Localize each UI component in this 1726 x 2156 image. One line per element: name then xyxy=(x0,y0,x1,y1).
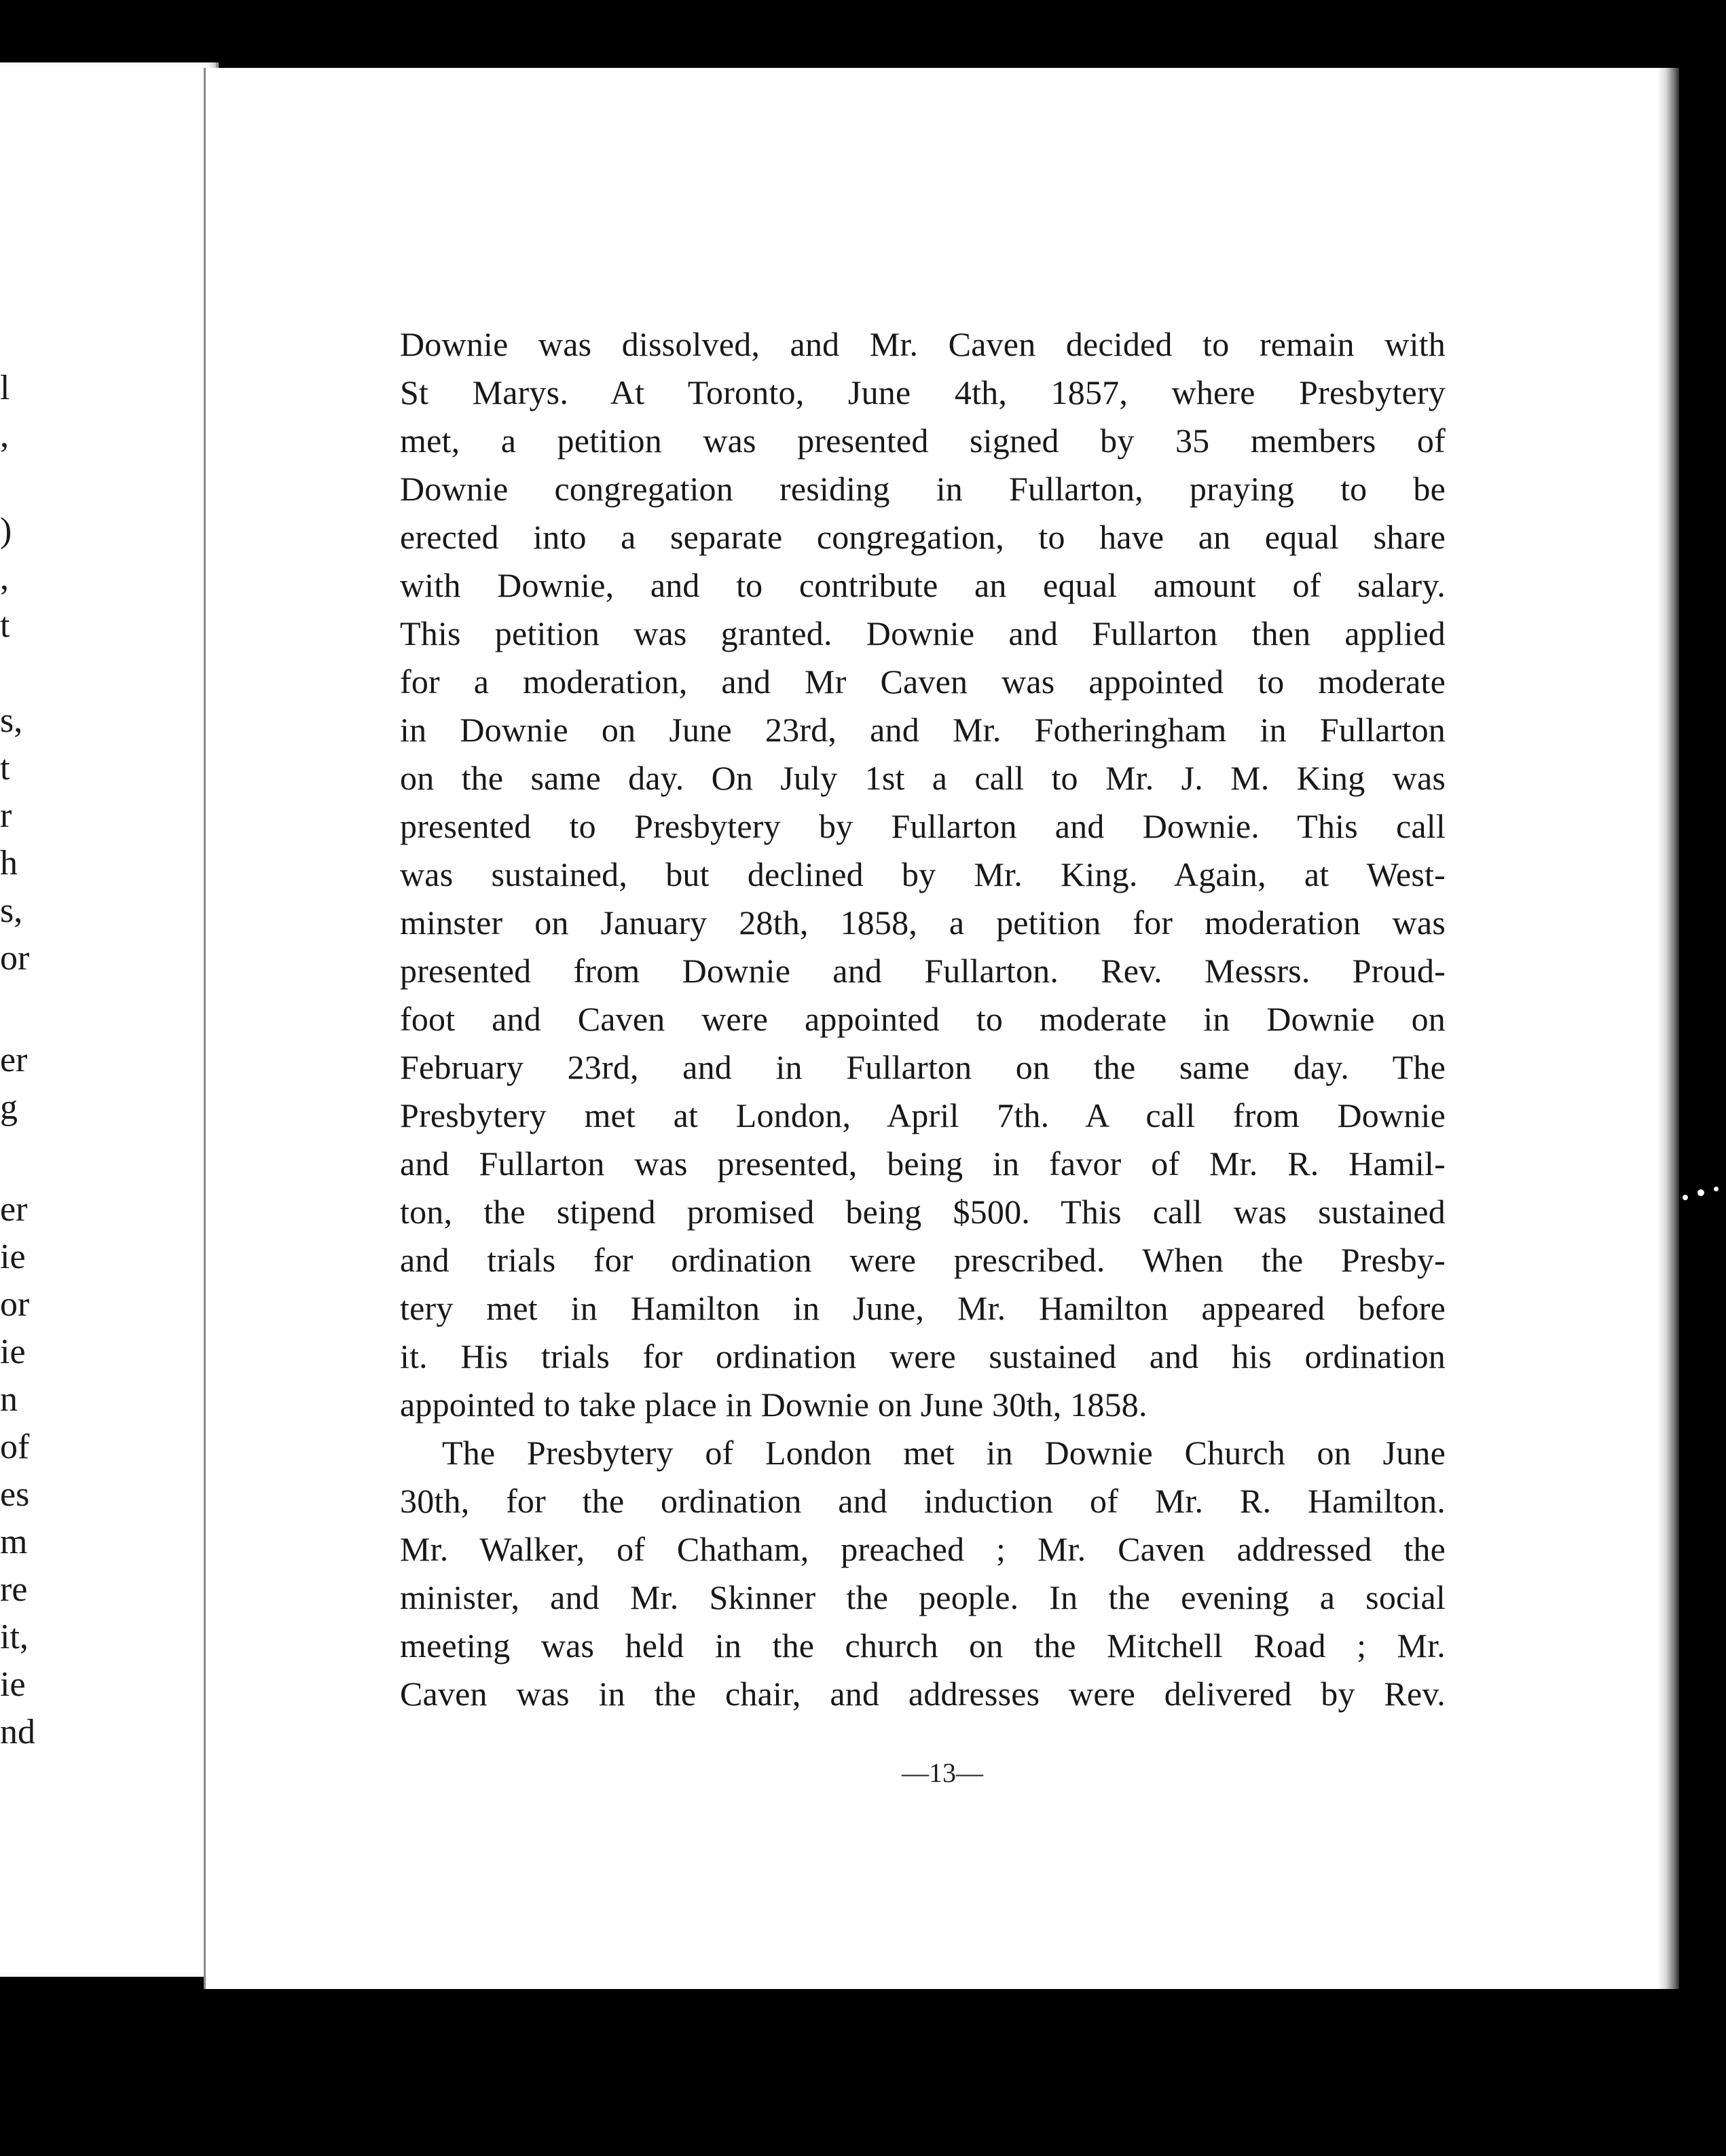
page-body-text xyxy=(400,320,1446,1718)
current-page xyxy=(204,68,1679,1989)
previous-page xyxy=(0,62,219,1977)
scan-speck xyxy=(1697,1189,1704,1196)
text-fragment: ie xyxy=(0,1665,26,1704)
text-line: minister, and Mr. Skinner the people. In the evening a social xyxy=(400,1578,1446,1616)
text-line: minster on January 28th, 1858, a petition for moderation was xyxy=(400,904,1446,942)
text-fragment: s, xyxy=(0,701,23,740)
text-fragment: h xyxy=(0,844,18,882)
text-fragment: it, xyxy=(0,1618,29,1656)
text-fragment: , xyxy=(0,559,9,597)
text-fragment: m xyxy=(0,1523,28,1561)
text-line: with Downie, and to contribute an equal amount of salary. xyxy=(400,566,1446,604)
text-fragment: nd xyxy=(0,1713,35,1751)
text-line: Mr. Walker, of Chatham, preached ; Mr. Caven addressed the xyxy=(400,1530,1446,1568)
text-line: foot and Caven were appointed to moderate in Downie on xyxy=(400,1000,1446,1038)
text-fragment: ie xyxy=(0,1238,26,1276)
text-line: presented from Downie and Fullarton. Rev. Messrs. Proud- xyxy=(400,952,1446,990)
text-fragment: es xyxy=(0,1475,30,1514)
text-fragment: t xyxy=(0,749,10,787)
text-line: met, a petition was presented signed by 35 members of xyxy=(400,422,1446,460)
text-fragment: g xyxy=(0,1088,18,1127)
text-line: in Downie on June 23rd, and Mr. Fotheringham in Fullarton xyxy=(400,711,1446,749)
text-fragment: r xyxy=(0,796,12,835)
text-line: and trials for ordination were prescribed. When the Presby- xyxy=(400,1241,1446,1279)
paragraph-2 xyxy=(400,1429,1446,1718)
scan-speck xyxy=(1683,1195,1688,1200)
text-fragment: re xyxy=(0,1570,28,1609)
text-line: was sustained, but declined by Mr. King. Again, at West- xyxy=(400,855,1446,893)
text-fragment: or xyxy=(0,939,30,978)
text-line: meeting was held in the church on the Mitchell Road ; Mr. xyxy=(400,1627,1446,1665)
scan-speck xyxy=(1714,1187,1719,1191)
text-fragment: s, xyxy=(0,891,23,930)
page-edge-shadow xyxy=(1657,68,1679,1989)
text-line: it. His trials for ordination were sustained and his ordination xyxy=(400,1337,1446,1375)
text-fragment: ie xyxy=(0,1333,26,1371)
text-fragment: l xyxy=(0,369,10,407)
text-line: appointed to take place in Downie on June 30th, 1858. xyxy=(400,1386,1147,1424)
text-fragment: , xyxy=(0,416,9,455)
text-fragment: er xyxy=(0,1190,28,1229)
text-line: presented to Presbytery by Fullarton and Downie. This call xyxy=(400,807,1446,845)
paragraph-1 xyxy=(400,320,1446,1429)
text-fragment: t xyxy=(0,606,10,645)
text-fragment: er xyxy=(0,1041,28,1079)
text-line: Presbytery met at London, April 7th. A call from Downie xyxy=(400,1096,1446,1134)
text-fragment: of xyxy=(0,1428,30,1466)
text-line: Caven was in the chair, and addresses were delivered by Rev. xyxy=(400,1675,1446,1713)
text-fragment: or xyxy=(0,1285,30,1324)
text-line: Downie was dissolved, and Mr. Caven decided to remain with xyxy=(400,325,1446,363)
text-line: erected into a separate congregation, to have an equal share xyxy=(400,518,1446,556)
text-line: ton, the stipend promised being $500. This call was sustained xyxy=(400,1193,1446,1231)
previous-page-text-fragments xyxy=(0,62,68,1977)
page-number: —13— xyxy=(902,1758,983,1788)
text-line: Downie congregation residing in Fullarton, praying to be xyxy=(400,470,1446,508)
text-line: This petition was granted. Downie and Fullarton then applied xyxy=(400,614,1446,652)
text-line: St Marys. At Toronto, June 4th, 1857, where Presbytery xyxy=(400,373,1446,411)
text-fragment: n xyxy=(0,1380,18,1419)
text-line: for a moderation, and Mr Caven was appointed to moderate xyxy=(400,663,1446,701)
text-line: on the same day. On July 1st a call to Mr. J. M. King was xyxy=(400,759,1446,797)
text-line: The Presbytery of London met in Downie Church on June xyxy=(442,1434,1446,1472)
text-line: February 23rd, and in Fullarton on the same day. The xyxy=(400,1048,1446,1086)
text-line: 30th, for the ordination and induction of Mr. R. Hamilton. xyxy=(400,1482,1446,1520)
text-line: tery met in Hamilton in June, Mr. Hamilton appeared before xyxy=(400,1289,1446,1327)
text-fragment: ) xyxy=(0,511,12,550)
text-line: and Fullarton was presented, being in favor of Mr. R. Hamil- xyxy=(400,1145,1446,1183)
